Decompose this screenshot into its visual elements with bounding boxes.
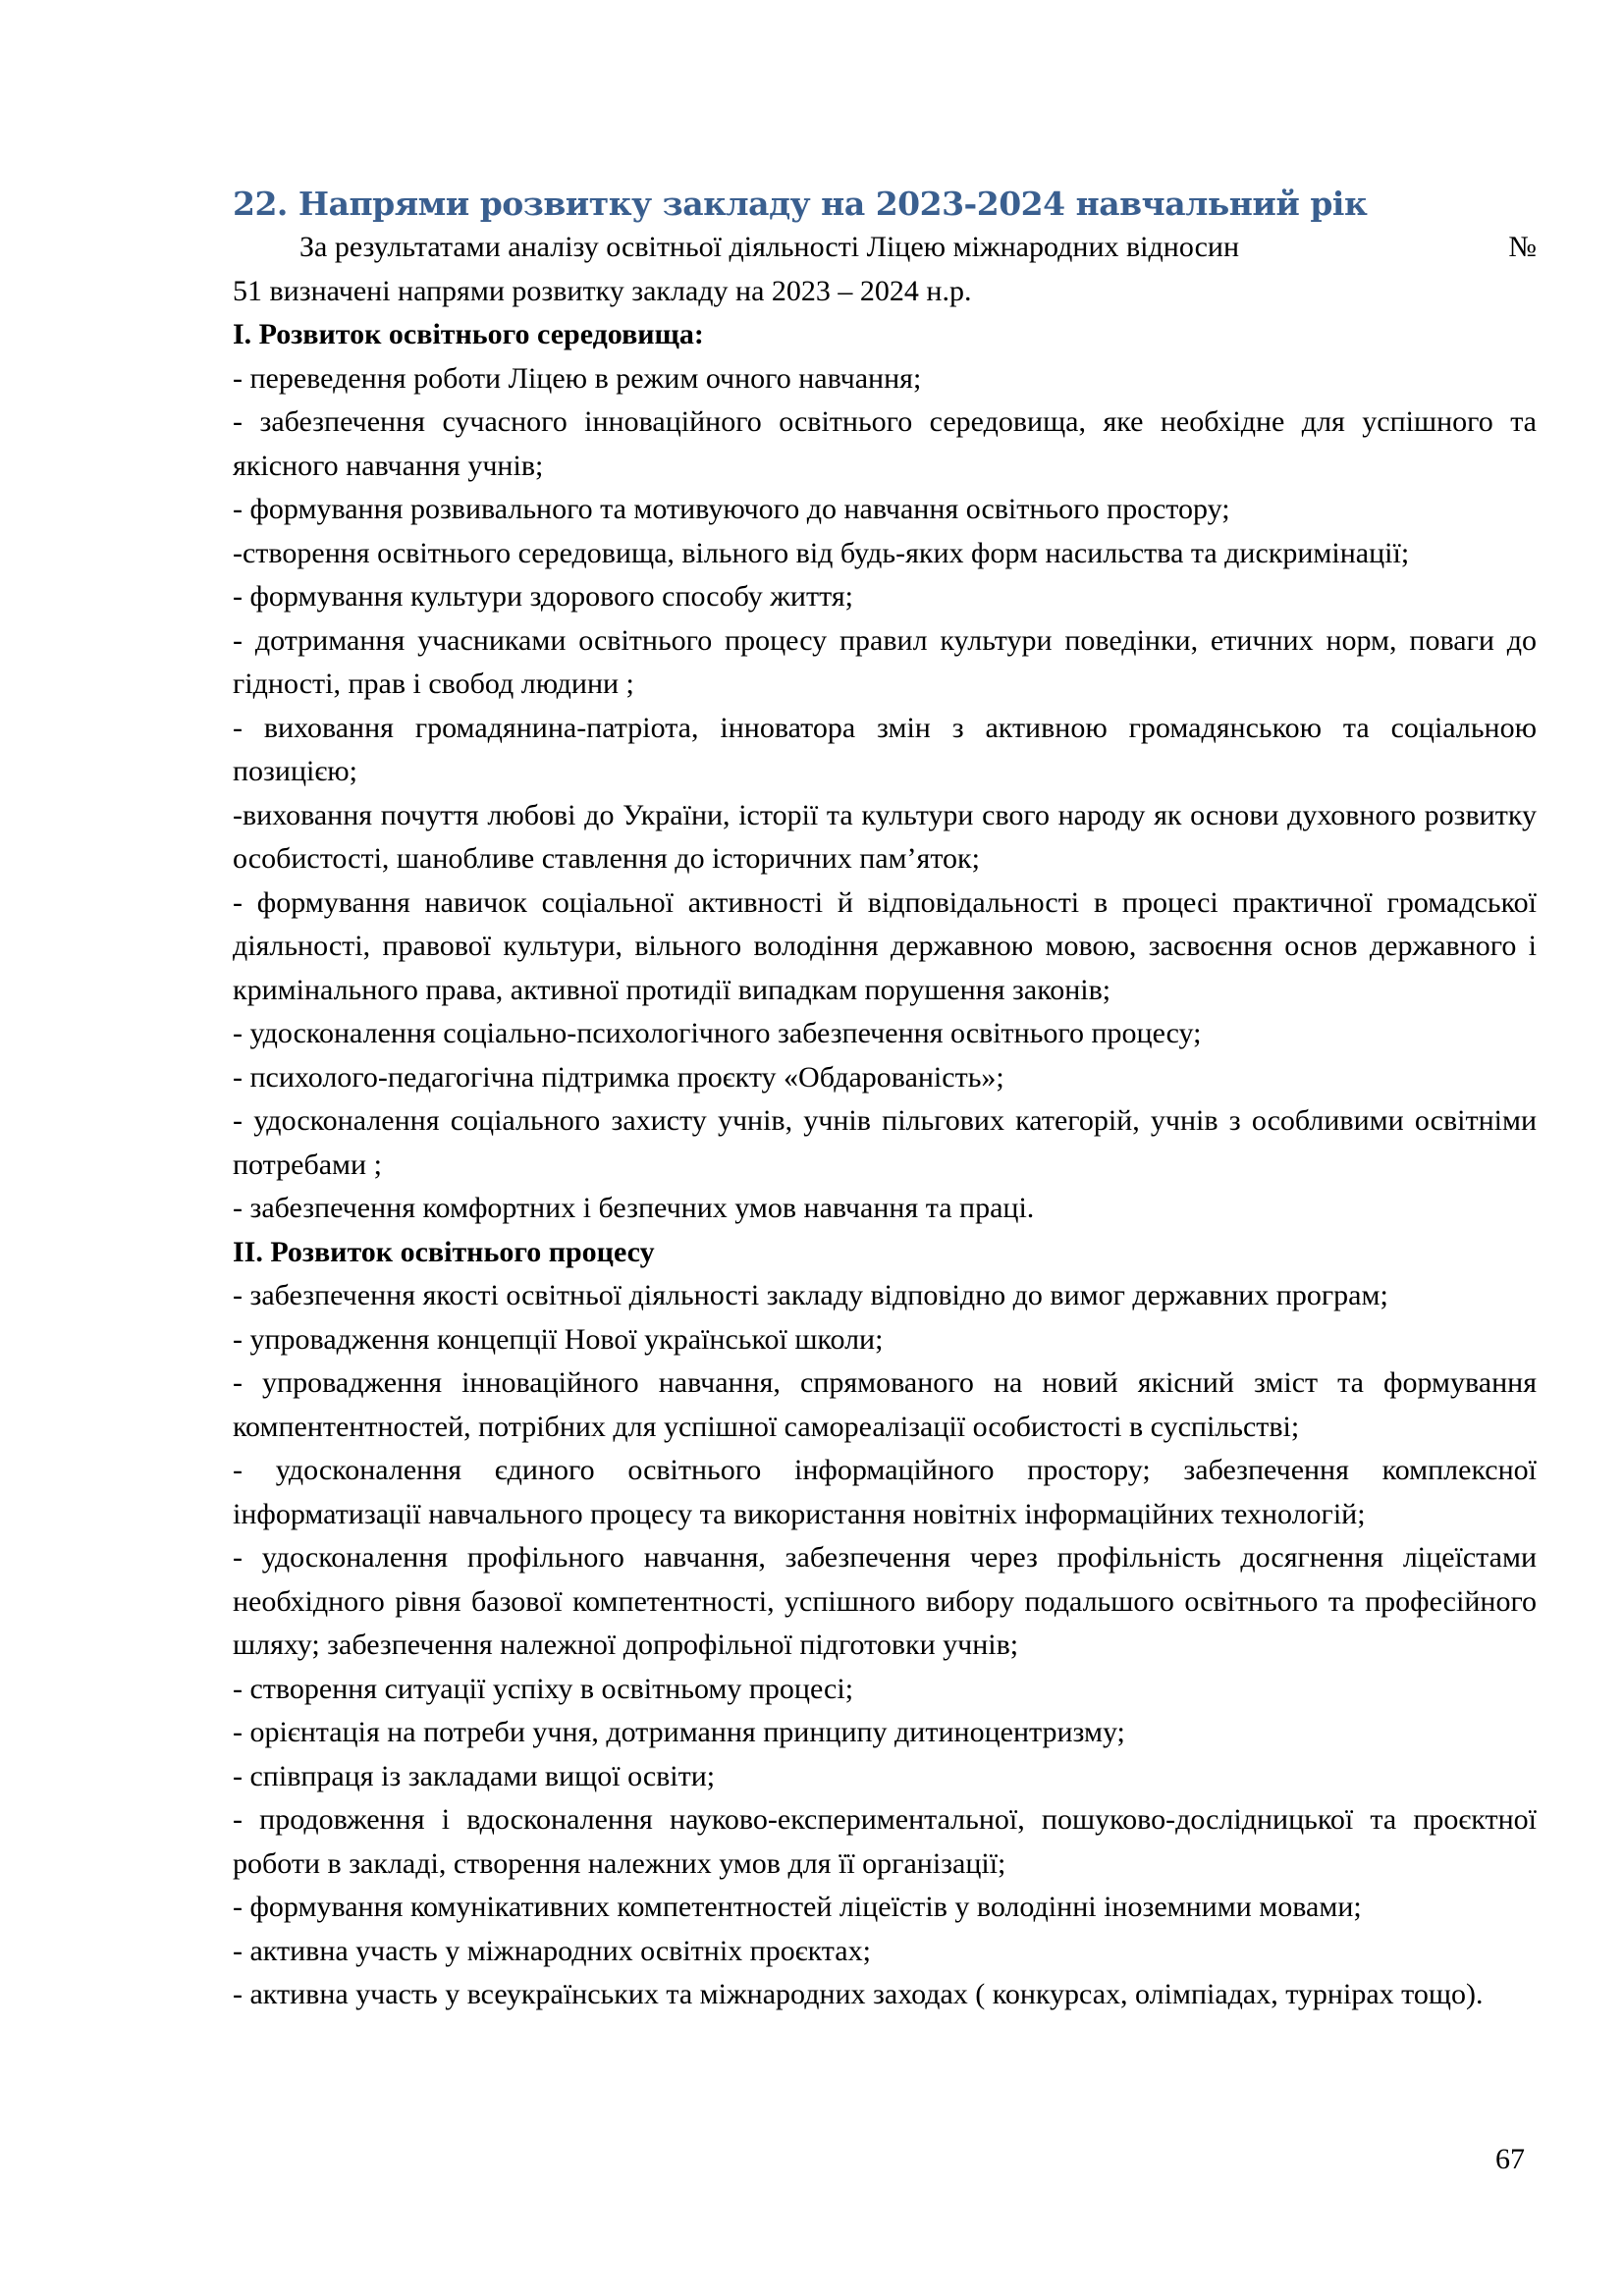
list-item: -виховання почуття любові до України, історії та культури свого народу як основи духовного розвитку особистості, шанобливе ставлення до історичних пам’яток; — [233, 798, 1537, 875]
list-item: - переведення роботи Ліцею в режим очного навчання; — [233, 361, 922, 395]
list-item: - забезпечення сучасного інноваційного освітнього середовища, яке необхідне для успішного та якісного навчання учнів; — [233, 405, 1537, 482]
list-item: - упровадження інноваційного навчання, спрямованого на новий якісний зміст та формування компентентностей, потрібних для успішної самореалізації особистості в суспільстві; — [233, 1366, 1537, 1443]
section-heading-1: І. Розвиток освітнього середовища: — [233, 318, 704, 350]
list-item: - удосконалення єдиного освітнього інформаційного простору; забезпечення комплексної інформатизації навчального процесу та використання новітніх інформаційних технологій; — [233, 1454, 1537, 1530]
list-item: - формування розвивального та мотивуючого до навчання освітнього простору; — [233, 493, 1230, 525]
list-item: - формування комунікативних компетентностей ліцеїстів у володінні іноземними мовами; — [233, 1891, 1362, 1923]
list-item: - формування культури здорового способу життя; — [233, 580, 853, 613]
list-item: - упровадження концепції Нової української школи; — [233, 1322, 884, 1356]
list-item: - дотримання учасниками освітнього процесу правил культури поведінки, етичних норм, поваги до гідності, прав і свобод людини ; — [233, 623, 1537, 700]
list-item: - співпраця із закладами вищої освіти; — [233, 1759, 716, 1792]
list-item: - психолого-педагогічна підтримка проєкту «Обдарованість»; — [233, 1060, 1004, 1094]
list-item: - створення ситуації успіху в освітньому процесі; — [233, 1672, 854, 1705]
list-item: - удосконалення профільного навчання, забезпечення через профільність досягнення ліцеїстами необхідного рівня базової компетентності, успішного вибору подальшого освітнього та професійного шляху; забезпечення належної допрофільної підготовки учнів; — [233, 1541, 1537, 1661]
list-item: - удосконалення соціального захисту учнів, учнів пільгових категорій, учнів з особливими освітніми потребами ; — [233, 1104, 1537, 1181]
intro-paragraph — [233, 226, 1537, 270]
section-2-list — [233, 1274, 1537, 2017]
list-item: - виховання громадянина-патріота, інноватора змін з активною громадянською та соціальною позицією; — [233, 711, 1537, 787]
intro-text-line2: 51 визначені напрями розвитку закладу на 2023 – 2024 н.р. — [233, 274, 972, 307]
number-sign: № — [1508, 231, 1537, 263]
section-heading-2: ІІ. Розвиток освітнього процесу — [233, 1235, 655, 1268]
list-item: -створення освітнього середовища, вільного від будь-яких форм насильства та дискримінації; — [233, 536, 1410, 569]
list-item: - продовження і вдосконалення науково-експериментальної, пошуково-дослідницької та проєктної роботи в закладі, створення належних умов для її організації; — [233, 1803, 1537, 1880]
document-page — [233, 183, 1537, 2017]
section-1-list — [233, 357, 1537, 1231]
list-item: - активна участь у всеукраїнських та міжнародних заходах ( конкурсах, олімпіадах, турнірах тощо). — [233, 1978, 1484, 2010]
list-item: - удосконалення соціально-психологічного забезпечення освітнього процесу; — [233, 1017, 1202, 1049]
page-number: 67 — [1495, 2143, 1525, 2175]
intro-text-line1: За результатами аналізу освітньої діяльності Ліцею міжнародних відносин — [299, 231, 1239, 263]
list-item: - орієнтація на потреби учня, дотримання принципу дитиноцентризму; — [233, 1716, 1125, 1748]
list-item: - забезпечення якості освітньої діяльності закладу відповідно до вимог державних програм; — [233, 1279, 1388, 1311]
list-item: - активна участь у міжнародних освітніх проєктах; — [233, 1934, 871, 1967]
section-title: 22. Напрями розвитку закладу на 2023-2024 навчальний рік — [233, 185, 1368, 223]
list-item: - формування навичок соціальної активності й відповідальності в процесі практичної громадської діяльності, правової культури, вільного володіння державною мовою, засвоєння основ державного і кримінального права, активної протидії випадкам порушення законів; — [233, 885, 1537, 1006]
list-item: - забезпечення комфортних і безпечних умов навчання та праці. — [233, 1192, 1035, 1224]
